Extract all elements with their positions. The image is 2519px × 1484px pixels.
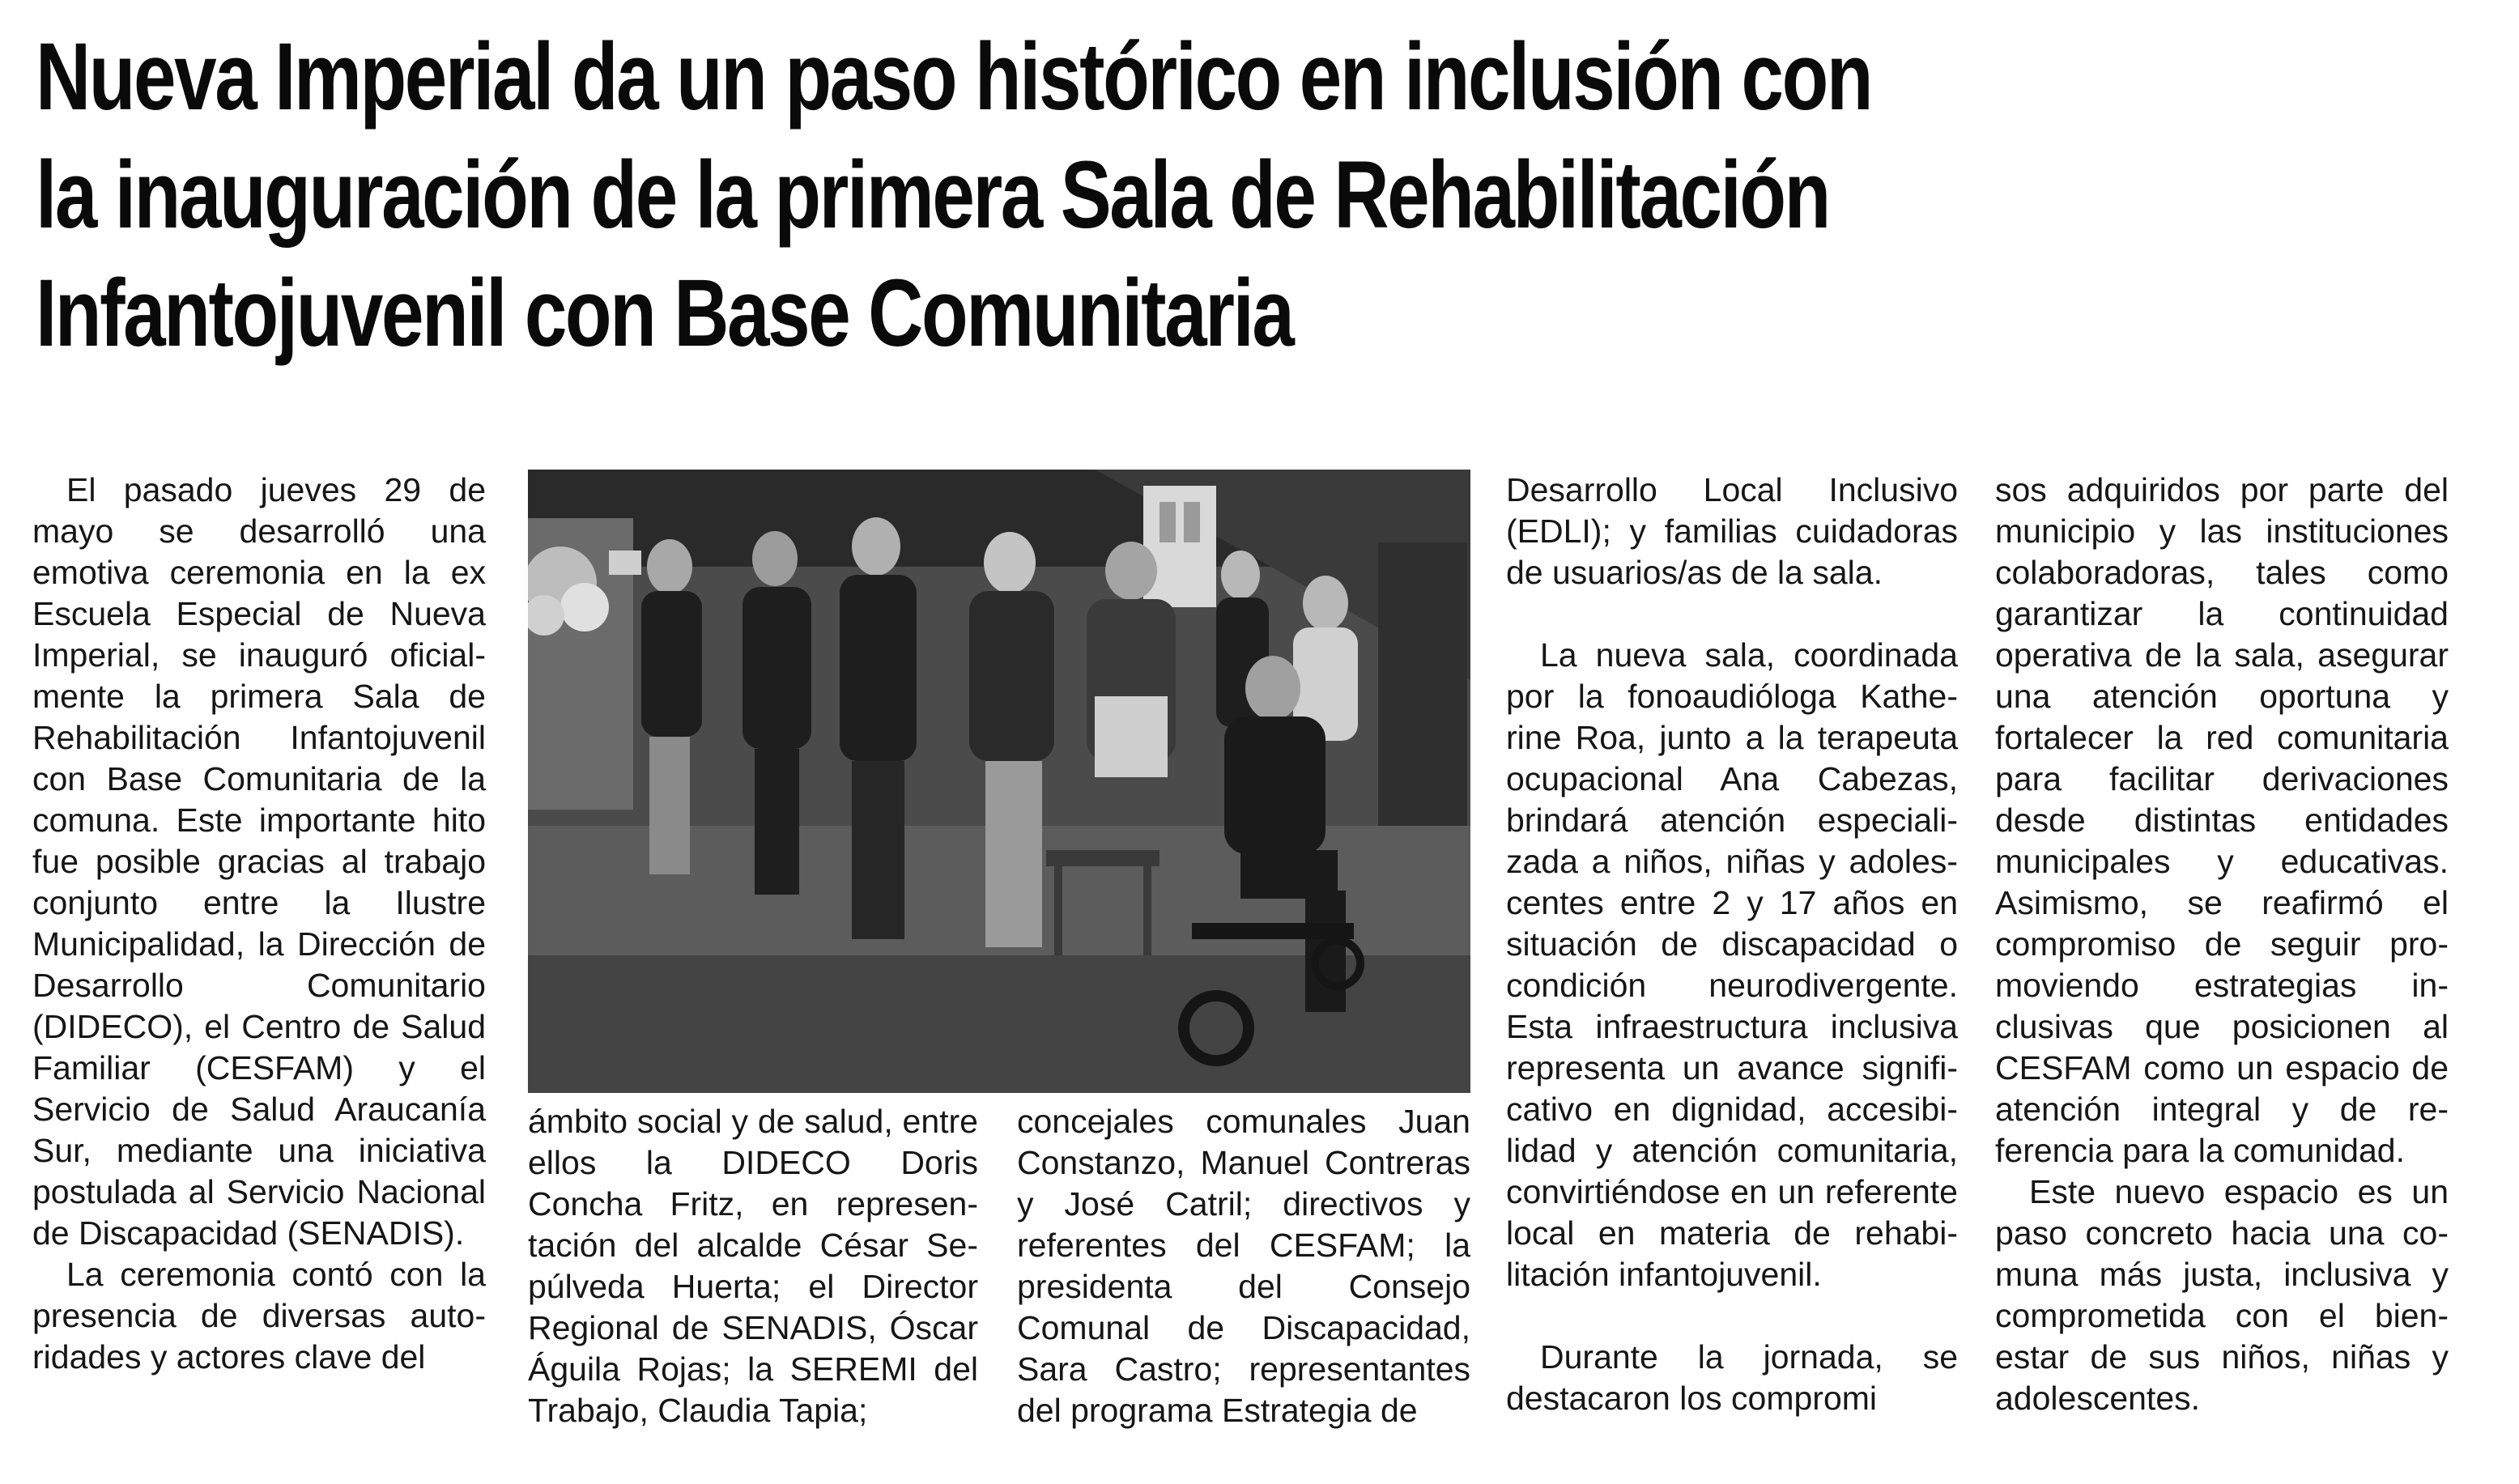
group-photo-icon [528,470,1470,1093]
headline [36,18,1914,372]
headline-line-2: la inauguración de la primera Sala de Rehabilitación [36,142,1829,249]
article-column-4 [1506,470,1958,1419]
paragraph: Desarrollo Local Inclusivo (EDLI); y familias cuidadoras de usuarios/as de la sala. [1506,471,1958,591]
headline-line-3: Infantojuvenil con Base Comunitaria [36,260,1293,367]
paragraph: La ceremonia contó con la presencia de diversas autoridades y actores clave del [32,1256,486,1376]
ceremony-photo [528,470,1470,1093]
article-column-5 [1995,470,2449,1419]
paragraph: sos adquiridos por parte del municipio y las instituciones colaboradoras, tales como garantizar la continuidad operativa de la sala, asegurar una atención oportuna y fortalecer la red comunitaria para facilitar derivaciones desde distintas entidades municipales y educativas. Asimismo, se reafirmó el compromiso de seguir promoviendo estrategias inclusivas que posicionen al CESFAM como un espacio de atención integral y de referencia para la comunidad. [1995,471,2449,1169]
paragraph: ámbito social y de salud, entre ellos la DIDECO Doris Concha Fritz, en representación del alcalde César Sepúlveda Huerta; el Director Regional de SENADIS, Óscar Águila Rojas; la SEREMI del Trabajo, Claudia Tapia; [528,1103,978,1429]
paragraph: El pasado jueves 29 de mayo se desarrolló una emotiva ceremonia en la ex Escuela Especial de Nueva Imperial, se inauguró oficialmente la primera Sala de Rehabilitación Infantojuvenil con Base Comunitaria de la comuna. Este importante hito fue posible gracias al trabajo conjunto entre la Ilustre Municipalidad, la Dirección de Desarrollo Comunitario (DIDECO), el Centro de Salud Familiar (CESFAM) y el Servicio de Salud Araucanía Sur, mediante una iniciativa postulada al Servicio Nacional de Discapacidad (SENADIS). [32,471,486,1252]
article-column-2 [528,1101,978,1431]
paragraph: Este nuevo espacio es un paso concreto hacia una comuna más justa, inclusiva y comprometida con el bienestar de sus niños, niñas y adolescentes. [1995,1173,2449,1417]
paragraph: concejales comunales Juan Constanzo, Manuel Contreras y José Catril; directivos y referentes del CESFAM; la presidenta del Consejo Comunal de Discapacidad, Sara Castro; representantes del programa Estrategia de [1017,1103,1470,1429]
headline-line-1: Nueva Imperial da un paso histórico en inclusión con [36,23,1872,130]
paragraph: La nueva sala, coordinada por la fonoaudióloga Katherine Roa, junto a la terapeuta ocupacional Ana Cabezas, brindará atención especializada a niños, niñas y adolescentes entre 2 y 17 años en situación de discapacidad o condición neurodivergente. Esta infraestructura inclusiva representa un avance significativo en dignidad, accesibilidad y atención comunitaria, convirtiéndose en un referente local en materia de rehabilitación infantojuvenil. [1506,636,1958,1293]
article-column-1 [32,470,486,1378]
article-column-3 [1017,1101,1470,1431]
paragraph: Durante la jornada, se destacaron los compromi [1506,1338,1958,1417]
